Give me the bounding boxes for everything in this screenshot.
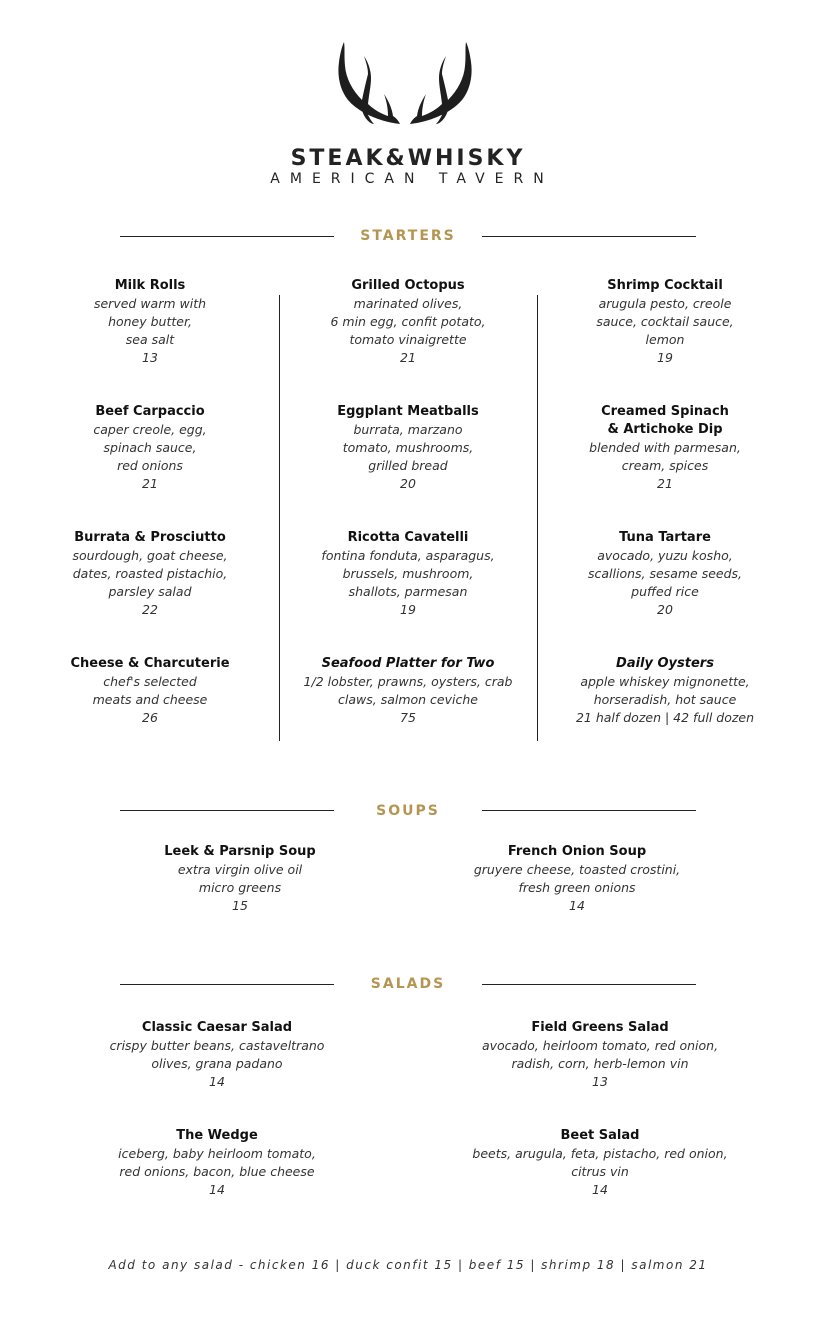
item-name: Beef Carpaccio — [95, 404, 205, 419]
item-desc: grilled bread — [368, 458, 448, 473]
item-desc: dates, roasted pistachio, — [72, 566, 228, 581]
item-desc: fontina fonduta, asparagus, — [321, 548, 495, 563]
item-desc: claws, salmon ceviche — [338, 692, 478, 707]
item-desc: chef's selected — [103, 674, 197, 689]
item-name: & Artichoke Dip — [607, 422, 723, 437]
item-desc: red onions, bacon, blue cheese — [119, 1164, 315, 1179]
menu-item-french-onion-soup — [456, 843, 698, 915]
item-desc: horseradish, hot sauce — [593, 692, 737, 707]
item-desc: sauce, cocktail sauce, — [596, 314, 734, 329]
item-price: 14 — [209, 1074, 225, 1089]
item-price: 75 — [400, 710, 416, 725]
menu-item-shrimp-cocktail — [560, 277, 770, 367]
menu-item-leek-parsnip-soup — [130, 843, 350, 915]
item-desc: avocado, yuzu kosho, — [597, 548, 733, 563]
item-price: 21 — [657, 476, 673, 491]
item-desc: lemon — [645, 332, 685, 347]
section-title-soups: SOUPS — [376, 803, 440, 819]
menu-item-beef-carpaccio — [50, 403, 250, 493]
item-desc: puffed rice — [631, 584, 699, 599]
item-price: 14 — [592, 1182, 608, 1197]
item-desc: radish, corn, herb-lemon vin — [511, 1056, 689, 1071]
item-desc: gruyere cheese, toasted crostini, — [473, 862, 681, 877]
item-name: Classic Caesar Salad — [141, 1020, 293, 1035]
item-desc: 6 min egg, confit potato, — [330, 314, 486, 329]
item-desc: apple whiskey mignonette, — [580, 674, 750, 689]
item-desc: 1/2 lobster, prawns, oysters, crab — [303, 674, 513, 689]
item-price: 21 — [400, 350, 416, 365]
menu-item-the-wedge — [97, 1127, 337, 1199]
section-divider-right — [482, 984, 696, 985]
item-desc: sea salt — [125, 332, 175, 347]
item-price: 22 — [142, 602, 158, 617]
item-name: Daily Oysters — [616, 656, 714, 671]
item-name: Tuna Tartare — [619, 530, 711, 545]
item-desc: beets, arugula, feta, pistacho, red onion, — [472, 1146, 728, 1161]
item-name: Burrata & Prosciutto — [74, 530, 226, 545]
item-name: Field Greens Salad — [531, 1020, 669, 1035]
item-desc: caper creole, egg, — [93, 422, 207, 437]
menu-item-beet-salad — [455, 1127, 745, 1199]
menu-item-grilled-octopus — [298, 277, 518, 367]
menu-item-eggplant-meatballs — [298, 403, 518, 493]
column-divider — [537, 295, 538, 741]
item-desc: shallots, parmesan — [348, 584, 468, 599]
item-desc: citrus vin — [571, 1164, 629, 1179]
section-title-starters: STARTERS — [360, 228, 456, 244]
section-divider-right — [482, 810, 696, 811]
item-price: 20 — [657, 602, 673, 617]
item-name: Shrimp Cocktail — [607, 278, 723, 293]
item-price: 26 — [142, 710, 158, 725]
item-price: 13 — [142, 350, 158, 365]
menu-item-tuna-tartare — [560, 529, 770, 619]
item-price: 15 — [232, 898, 248, 913]
item-desc: red onions — [117, 458, 183, 473]
item-desc: olives, grana padano — [151, 1056, 283, 1071]
item-desc: avocado, heirloom tomato, red onion, — [481, 1038, 719, 1053]
item-price: 21 half dozen | 42 full dozen — [575, 710, 755, 725]
menu-item-seafood-platter — [293, 655, 523, 727]
item-price: 13 — [592, 1074, 608, 1089]
section-divider-right — [482, 236, 696, 237]
item-desc: marinated olives, — [353, 296, 463, 311]
item-desc: served warm with — [93, 296, 207, 311]
item-desc: fresh green onions — [518, 880, 636, 895]
menu-item-burrata — [50, 529, 250, 619]
menu-item-spinach-dip — [560, 403, 770, 493]
item-desc: brussels, mushroom, — [342, 566, 474, 581]
item-desc: tomato vinaigrette — [349, 332, 467, 347]
item-name: French Onion Soup — [507, 844, 647, 859]
brand-name: STEAK&WHISKY — [290, 146, 526, 171]
menu-item-daily-oysters — [555, 655, 775, 727]
item-desc: parsley salad — [108, 584, 192, 599]
item-desc: crispy butter beans, castaveltrano — [109, 1038, 325, 1053]
item-price: 14 — [209, 1182, 225, 1197]
item-desc: sourdough, goat cheese, — [72, 548, 228, 563]
item-name: Creamed Spinach — [601, 404, 729, 419]
item-desc: meats and cheese — [92, 692, 208, 707]
menu-item-caesar-salad — [92, 1019, 342, 1091]
item-desc: extra virgin olive oil — [177, 862, 303, 877]
item-price: 20 — [400, 476, 416, 491]
item-desc: iceberg, baby heirloom tomato, — [118, 1146, 316, 1161]
section-title-salads: SALADS — [370, 976, 446, 992]
item-desc: arugula pesto, creole — [598, 296, 732, 311]
column-divider — [279, 295, 280, 741]
item-desc: scallions, sesame seeds, — [587, 566, 743, 581]
menu-item-charcuterie — [50, 655, 250, 727]
item-desc: spinach sauce, — [103, 440, 197, 455]
item-name: Ricotta Cavatelli — [347, 530, 469, 545]
item-name: Leek & Parsnip Soup — [164, 844, 316, 859]
item-price: 14 — [569, 898, 585, 913]
menu-item-milk-rolls — [50, 277, 250, 367]
item-desc: blended with parmesan, — [589, 440, 741, 455]
brand-tagline: AMERICAN TAVERN — [270, 171, 554, 187]
item-name: Seafood Platter for Two — [321, 656, 495, 671]
menu-item-ricotta-cavatelli — [298, 529, 518, 619]
item-desc: tomato, mushrooms, — [342, 440, 474, 455]
item-name: The Wedge — [176, 1128, 258, 1143]
menu-item-field-greens-salad — [464, 1019, 736, 1091]
item-desc: cream, spices — [621, 458, 709, 473]
item-name: Beet Salad — [560, 1128, 640, 1143]
item-price: 19 — [400, 602, 416, 617]
item-price: 21 — [142, 476, 158, 491]
item-price: 19 — [657, 350, 673, 365]
salad-add-on-note: Add to any salad - chicken 16 | duck confit 15 | beef 15 | shrimp 18 | salmon 21 — [108, 1258, 708, 1272]
item-desc: micro greens — [198, 880, 282, 895]
antlers-logo-icon — [330, 38, 480, 130]
item-name: Cheese & Charcuterie — [70, 656, 230, 671]
item-name: Grilled Octopus — [351, 278, 465, 293]
item-name: Eggplant Meatballs — [337, 404, 479, 419]
item-name: Milk Rolls — [114, 278, 186, 293]
item-desc: burrata, marzano — [353, 422, 463, 437]
item-desc: honey butter, — [108, 314, 192, 329]
